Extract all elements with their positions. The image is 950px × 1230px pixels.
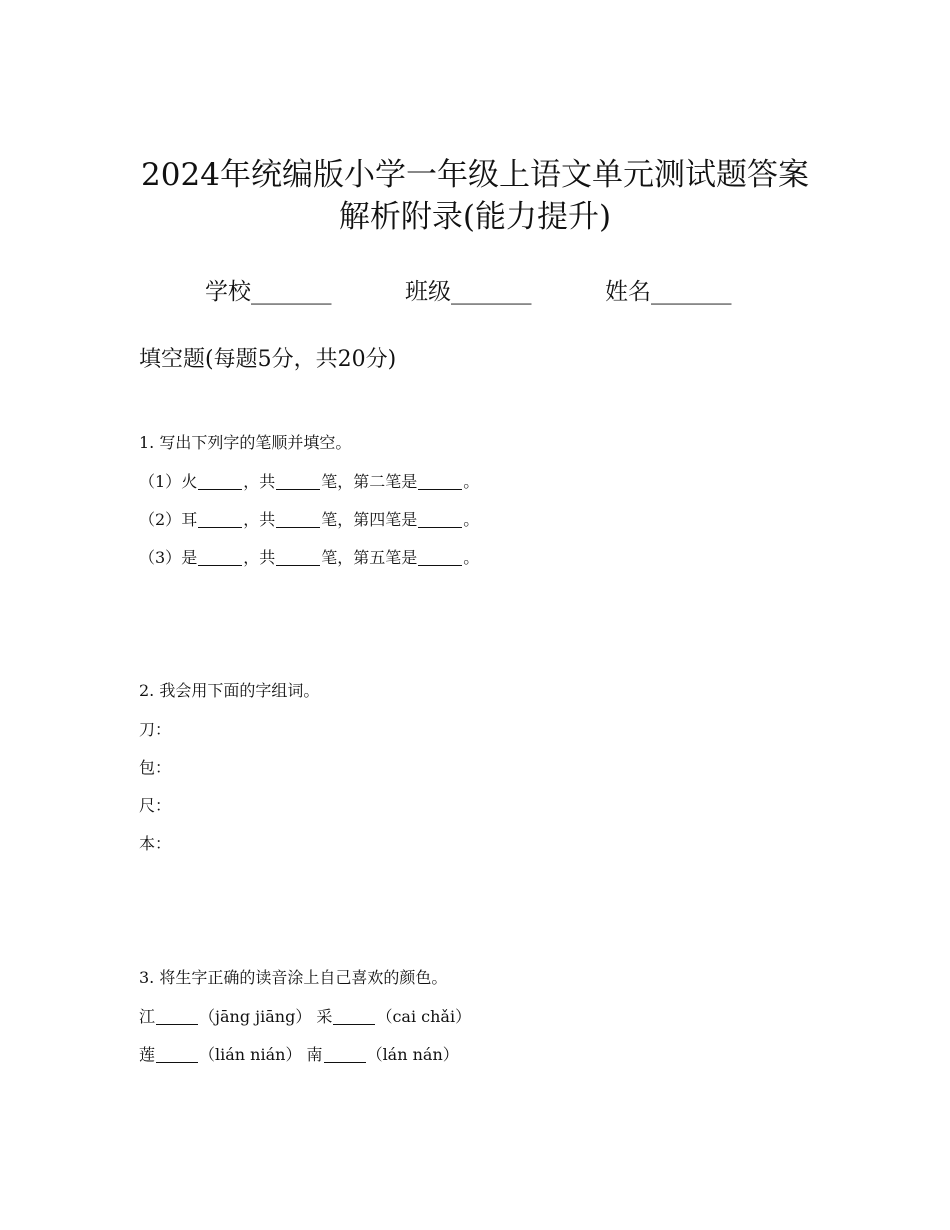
item-text: 笔，第二笔是 (321, 472, 418, 491)
question-1-prompt: 1. 写出下列字的笔顺并填空。 (139, 433, 352, 452)
class-field[interactable] (405, 275, 532, 309)
question-3-prompt: 3. 将生字正确的读音涂上自己喜欢的颜色。 (139, 968, 448, 987)
row-char-1: 江 (139, 1007, 156, 1026)
item-end: 。 (463, 548, 480, 567)
q3-row-2 (139, 1044, 459, 1066)
answer-blank[interactable] (156, 1046, 198, 1063)
q2-item-bao: 包： (139, 758, 172, 777)
row-char-2: 南 (306, 1045, 323, 1064)
question-2-prompt: 2. 我会用下面的字组词。 (139, 681, 320, 700)
item-gong: ，共 (243, 510, 276, 529)
row-char-1: 莲 (139, 1045, 156, 1064)
answer-blank[interactable] (333, 1008, 375, 1025)
item-number: （2） (139, 510, 182, 529)
q2-item-chi: 尺： (139, 796, 172, 815)
pinyin-options-2[interactable]: （lán nán） (366, 1045, 459, 1064)
stroke-answer-blank[interactable] (418, 511, 462, 528)
row-char-2: 采 (316, 1007, 333, 1026)
q3-row-1 (139, 1006, 471, 1028)
stroke-count-blank[interactable] (276, 549, 320, 566)
page-title-line-1: 2024年统编版小学一年级上语文单元测试题答案 (141, 157, 809, 193)
q1-item-2 (139, 509, 479, 531)
q1-item-1 (139, 471, 479, 493)
answer-blank[interactable] (156, 1008, 198, 1025)
item-end: 。 (463, 510, 480, 529)
answer-blank[interactable] (324, 1046, 366, 1063)
q1-item-3 (139, 547, 479, 569)
item-gong: ，共 (243, 472, 276, 491)
name-field[interactable] (605, 275, 732, 309)
q2-item-ben: 本： (139, 834, 172, 853)
section-heading: 填空题(每题5分，共20分) (139, 347, 397, 372)
class-label: 班级 (405, 279, 451, 305)
q2-item-dao: 刀： (139, 720, 172, 739)
class-underline: _______ (451, 279, 532, 305)
item-char: 耳 (181, 510, 198, 529)
stroke-answer-blank[interactable] (418, 473, 462, 490)
item-number: （3） (139, 548, 182, 567)
page-title-line-2: 解析附录(能力提升) (338, 199, 612, 235)
item-char: 是 (181, 548, 198, 567)
name-label: 姓名 (605, 279, 651, 305)
pinyin-options-1[interactable]: （lián nián） (199, 1045, 302, 1064)
school-underline: _______ (251, 279, 332, 305)
name-underline: _______ (651, 279, 732, 305)
item-number: （1） (139, 472, 182, 491)
school-field[interactable] (205, 275, 332, 309)
stroke-answer-blank[interactable] (418, 549, 462, 566)
stroke-order-blank[interactable] (198, 473, 242, 490)
item-char: 火 (181, 472, 198, 491)
stroke-count-blank[interactable] (276, 473, 320, 490)
school-label: 学校 (205, 279, 251, 305)
item-text: 笔，第四笔是 (321, 510, 418, 529)
stroke-order-blank[interactable] (198, 511, 242, 528)
item-gong: ，共 (243, 548, 276, 567)
pinyin-options-1[interactable]: （jāng jiāng） (199, 1007, 312, 1026)
item-end: 。 (463, 472, 480, 491)
item-text: 笔，第五笔是 (321, 548, 418, 567)
stroke-count-blank[interactable] (276, 511, 320, 528)
pinyin-options-2[interactable]: （cai chǎi） (376, 1007, 472, 1026)
stroke-order-blank[interactable] (198, 549, 242, 566)
